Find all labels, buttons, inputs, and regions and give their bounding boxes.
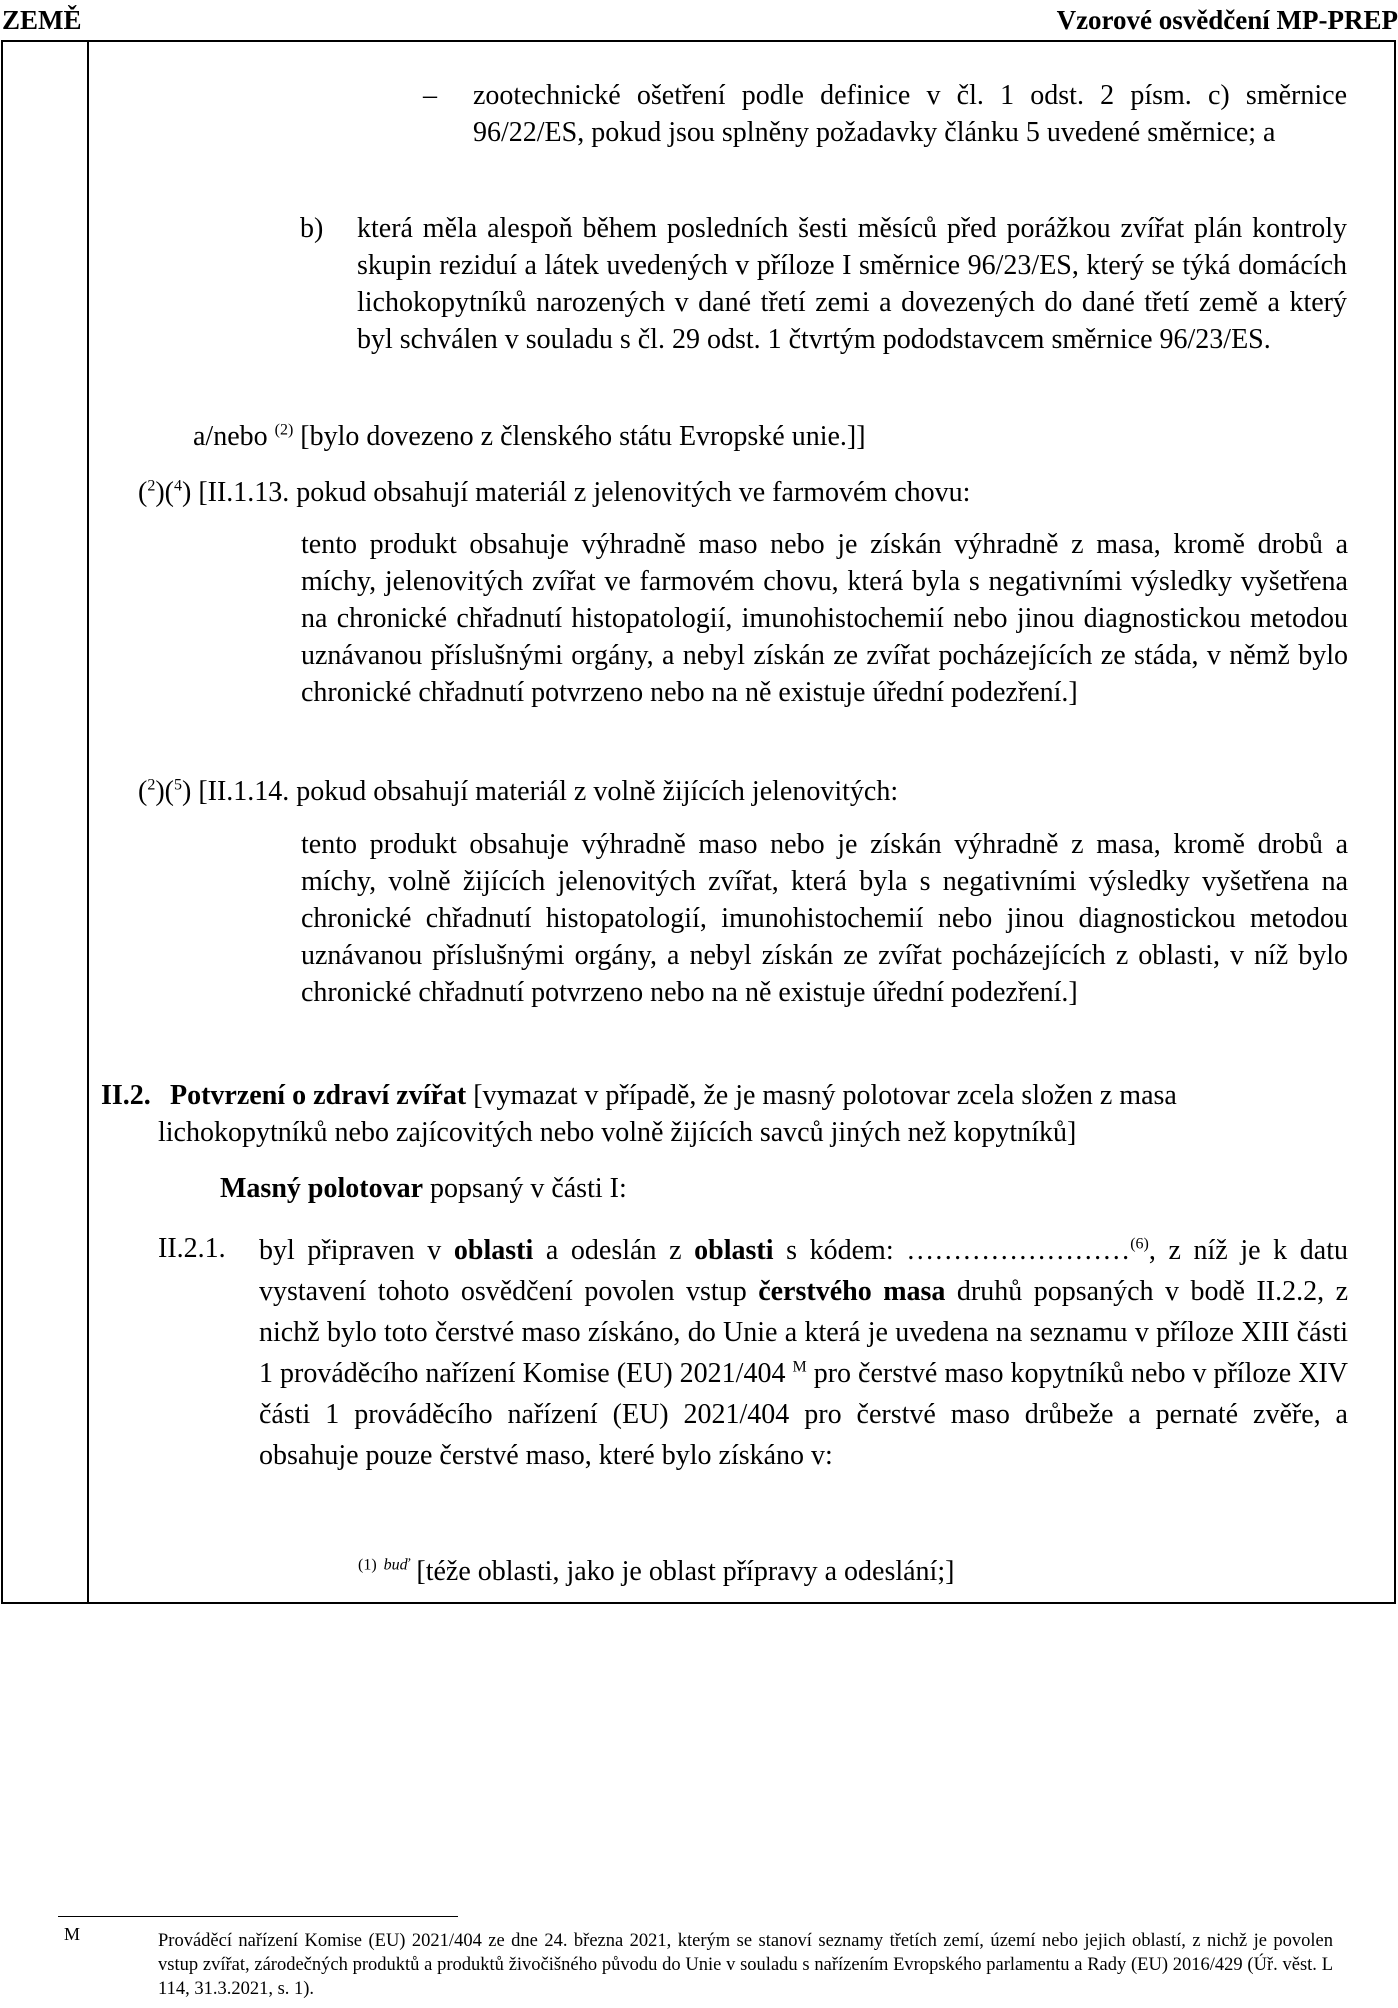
- section-ii-1-13-heading: ($^2$)($^4$) [II.1.13. pokud obsahují materiál z jelenovitých ve farmovém chovu:: [138, 477, 971, 508]
- footnote-ref: M: [792, 1358, 807, 1376]
- text-fragment: , z níž je k datu vystavení tohoto osvědčení povolen vstup: [259, 1235, 1348, 1307]
- and-or-text: [bylo dovezeno z členského státu Evropské unie.]]: [293, 421, 866, 452]
- section-ii-1-13-text: tento produkt obsahuje výhradně maso nebo je získán výhradně z masa, kromě drobů a míchy, jelenovitých zvířat ve farmovém chovu, která byla s negativními výsledky vyšetřena na chronické chřadnutí histopatologií, imunohistochemií nebo jinou diagnostickou metodou uznávanou příslušnými orgány, a nebyl získán ze zvířat pocházejících ze stáda, v němž bylo chronické chřadnutí potvrzeno nebo na ně existuje úřední podezření.]: [301, 529, 1348, 708]
- section-ii-2-1-number: II.2.1.: [158, 1233, 226, 1264]
- footnote-ref: 4: [173, 477, 182, 495]
- footnote-ref: (2): [274, 421, 294, 439]
- footnote-separator: [58, 1916, 458, 1917]
- meat-preparation-label: Masný polotovar: [220, 1173, 423, 1204]
- section-ii-1-14-text: tento produkt obsahuje výhradně maso nebo je získán výhradně z masa, kromě drobů a míchy, volně žijících jelenovitých zvířat, která byla s negativními výsledky vyšetřena na chronické chřadnutí histopatologií, imunohistochemií nebo jinou diagnostickou metodou uznávanou příslušnými orgány, a nebyl získán ze zvířat pocházejících z oblasti, v níž bylo chronické chřadnutí potvrzeno nebo na ně existuje úřední podezření.]: [301, 829, 1348, 1008]
- text-fragment: a odeslán z: [533, 1235, 695, 1266]
- footnote-ref: 2: [147, 776, 156, 794]
- text-fragment: s kódem: ……………………: [773, 1235, 1131, 1266]
- table-column-divider: [87, 42, 89, 1602]
- dash-bullet: –: [423, 80, 437, 111]
- either-option-text: [téže oblasti, jako je oblast přípravy a odeslání;]: [409, 1556, 955, 1587]
- footnote-ref: (1): [358, 1556, 377, 1574]
- section-ii-2-instruction: [vymazat v případě, že je masný polotovar zcela složen z masa lichokopytníků nebo zajícovitých nebo volně žijících savců jiných než kopytníků]: [158, 1080, 1177, 1148]
- zone-term: oblasti: [453, 1235, 534, 1266]
- footnote-ref: 2: [147, 477, 156, 495]
- footnote-ref: 5: [173, 776, 182, 794]
- footnote-text: Prováděcí nařízení Komise (EU) 2021/404 ze dne 24. března 2021, kterým se stanoví seznamy třetích zemí, území nebo jejich oblastí, z nichž je povolen vstup zvířat, zárodečných produktů a produktů živočišného původu do Unie v souladu s nařízením Evropského parlamentu a Rady (EU) 2016/429 (Úř. věst. L 114, 31.3.2021, s. 1).: [158, 1931, 1333, 1999]
- meat-preparation-intro: [220, 1170, 1320, 1207]
- header-certificate-title: Vzorové osvědčení MP-PREP: [1056, 5, 1398, 35]
- fresh-meat-term: čerstvého masa: [758, 1276, 946, 1307]
- item-b-label: b): [300, 213, 324, 244]
- section-ii-2-heading: [158, 1077, 1348, 1151]
- either-word: buď: [383, 1556, 410, 1574]
- and-or-prefix: a/nebo: [193, 421, 275, 452]
- header-country: ZEMĚ: [2, 5, 82, 35]
- item-b-text: která měla alespoň během posledních šesti měsíců před porážkou zvířat plán kontroly skupin reziduí a látek uvedených v příloze I směrnice 96/23/ES, který se týká domácích lichokopytníků narozených v dané třetí zemi a dovezených do dané třetí země a který byl schválen v souladu s čl. 29 odst. 1 čtvrtým pododstavcem směrnice 96/23/ES.: [357, 213, 1347, 355]
- footnote-mark: M: [64, 1924, 81, 1944]
- text-fragment: druhů popsaných v bodě II.2.2, z nichž bylo toto čerstvé maso získáno, do Unie a která je uvedena na seznamu v příloze XIII části 1 prováděcího nařízení Komise (EU) 2021/404: [259, 1276, 1348, 1389]
- section-ii-2-number: II.2.: [101, 1080, 151, 1111]
- zootechnical-treatment-item: zootechnické ošetření podle definice v čl. 1 odst. 2 písm. c) směrnice 96/22/ES, pokud jsou splněny požadavky článku 5 uvedené směrnice; a: [473, 80, 1347, 148]
- either-option: [358, 1553, 1258, 1590]
- section-ii-1-14-title: [II.1.14. pokud obsahují materiál z volně žijících jelenovitých:: [198, 776, 899, 807]
- and-or-clause: [193, 418, 1343, 455]
- text-fragment: byl připraven v: [259, 1235, 454, 1266]
- zone-term: oblasti: [694, 1235, 774, 1266]
- section-ii-1-14-heading: ($^2$)($^5$) [II.1.14. pokud obsahují materiál z volně žijících jelenovitých:: [138, 776, 899, 807]
- footnote-ref: (6): [1130, 1235, 1149, 1253]
- section-ii-2-1-text: [259, 1230, 1348, 1476]
- section-ii-2-title: Potvrzení o zdraví zvířat: [170, 1080, 467, 1111]
- meat-preparation-text: popsaný v části I:: [423, 1173, 627, 1204]
- text-fragment: pro čerstvé maso kopytníků nebo v příloze XIV části 1 prováděcího nařízení (EU) 2021/404 pro čerstvé maso drůbeže a pernaté zvěře, a obsahuje pouze čerstvé maso, které bylo získáno v:: [259, 1358, 1348, 1471]
- section-ii-1-13-title: [II.1.13. pokud obsahují materiál z jelenovitých ve farmovém chovu:: [198, 477, 971, 508]
